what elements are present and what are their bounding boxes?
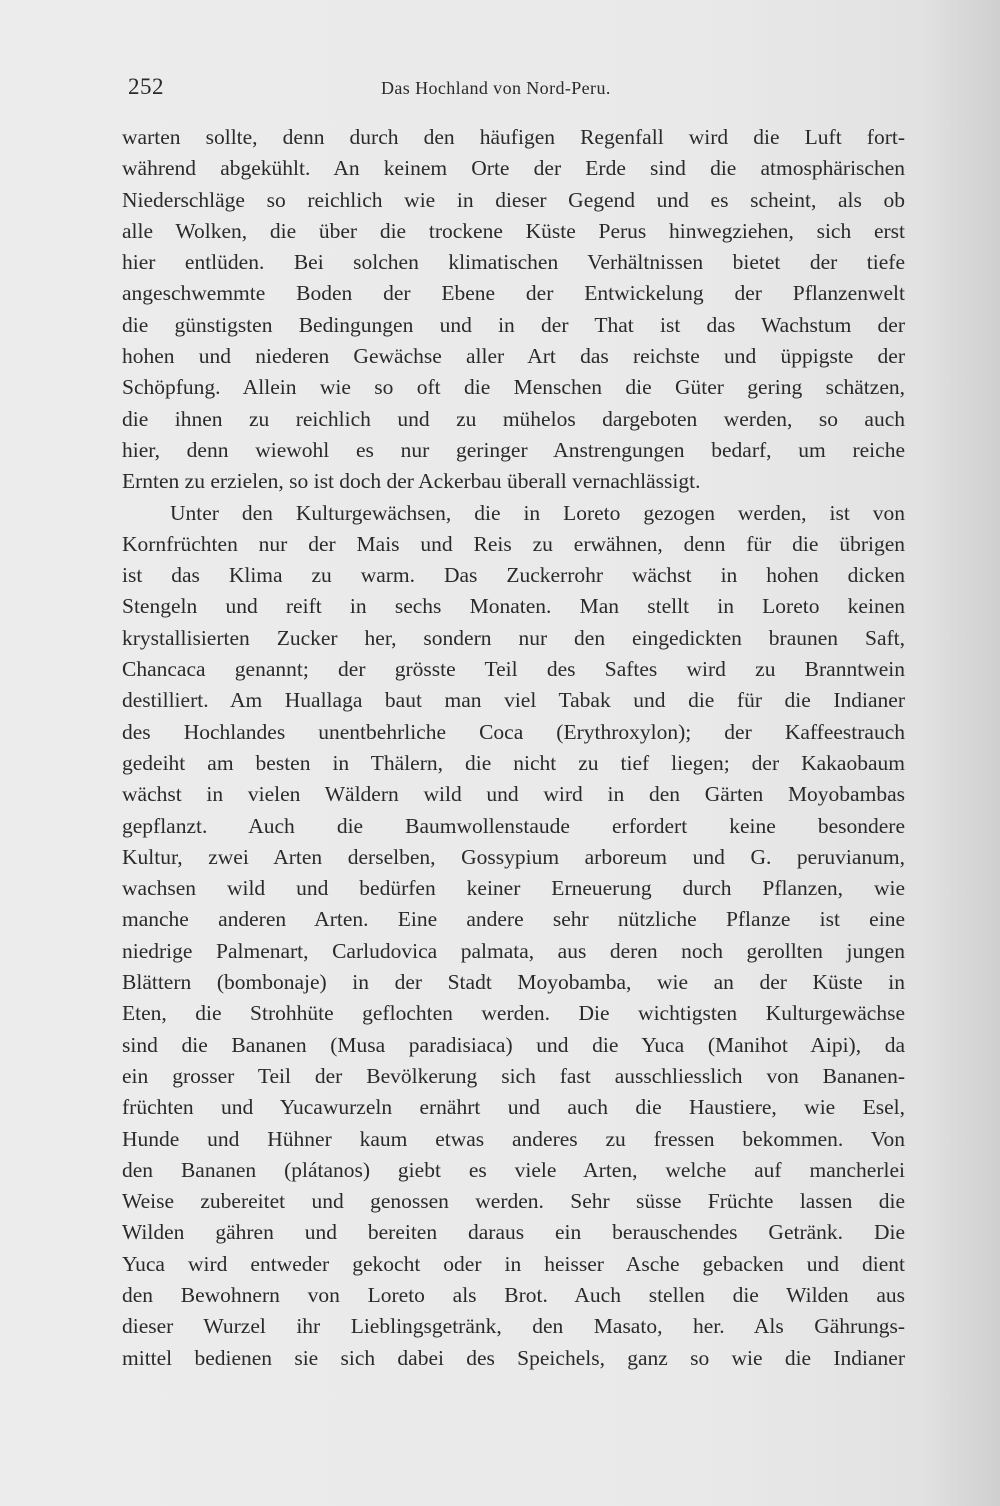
text-line: Weise zubereitet und genossen werden. Sehr süsse Früchte lassen die (122, 1189, 905, 1214)
page-header (128, 74, 903, 106)
text-line: Yuca wird entweder gekocht oder in heisser Asche gebacken und dient (122, 1251, 905, 1276)
text-line: Kornfrüchten nur der Mais und Reis zu erwähnen, denn für die übrigen (122, 531, 905, 556)
text-line: krystallisierten Zucker her, sondern nur den eingedickten braunen Saft, (122, 625, 905, 650)
text-line: alle Wolken, die über die trockene Küste Perus hinwegziehen, sich erst (122, 218, 905, 243)
text-line: Unter den Kulturgewächsen, die in Loreto gezogen werden, ist von (170, 500, 905, 525)
text-line: warten sollte, denn durch den häufigen Regenfall wird die Luft fort- (122, 125, 905, 149)
text-line: die ihnen zu reichlich und zu mühelos dargeboten werden, so auch (122, 406, 905, 431)
text-line: des Hochlandes unentbehrliche Coca (Erythroxylon); der Kaffeestrauch (122, 719, 905, 744)
text-line: Eten, die Strohhüte geflochten werden. Die wichtigsten Kulturgewächse (122, 1001, 905, 1026)
text-line: wachsen wild und bedürfen keiner Erneuerung durch Pflanzen, wie (122, 876, 905, 901)
text-line: hier entlüden. Bei solchen klimatischen Verhältnissen bietet der tiefe (122, 250, 905, 275)
text-line: destilliert. Am Huallaga baut man viel Tabak und die für die Indianer (122, 688, 905, 713)
text-line: ist das Klima zu warm. Das Zuckerrohr wächst in hohen dicken (122, 563, 905, 588)
body-text (122, 122, 905, 1374)
text-line: während abgekühlt. An keinem Orte der Erde sind die atmosphärischen (122, 156, 905, 181)
text-line: den Bewohnern von Loreto als Brot. Auch stellen die Wilden aus (122, 1282, 905, 1307)
text-line: hier, denn wiewohl es nur geringer Anstrengungen bedarf, um reiche (122, 437, 905, 462)
text-line: gepflanzt. Auch die Baumwollenstaude erfordert keine besondere (122, 813, 905, 838)
text-line: gedeiht am besten in Thälern, die nicht zu tief liegen; der Kakaobaum (122, 750, 905, 775)
paragraph (122, 122, 905, 498)
text-line: Schöpfung. Allein wie so oft die Menschen die Güter gering schätzen, (122, 375, 905, 400)
text-line: dieser Wurzel ihr Lieblingsgetränk, den Masato, her. Als Gährungs- (122, 1314, 905, 1339)
text-line: angeschwemmte Boden der Ebene der Entwickelung der Pflanzenwelt (122, 281, 905, 306)
text-line: manche anderen Arten. Eine andere sehr nützliche Pflanze ist eine (122, 907, 905, 932)
text-line: niedrige Palmenart, Carludovica palmata, aus deren noch gerollten jungen (122, 938, 905, 963)
text-line: Stengeln und reift in sechs Monaten. Man stellt in Loreto keinen (122, 594, 905, 619)
text-line: wächst in vielen Wäldern wild und wird in den Gärten Moyobambas (122, 782, 905, 807)
text-line: Chancaca genannt; der grösste Teil des Saftes wird zu Branntwein (122, 657, 905, 682)
text-line: mittel bedienen sie sich dabei des Speichels, ganz so wie die Indianer (122, 1345, 905, 1370)
text-line: Kultur, zwei Arten derselben, Gossypium arboreum und G. peruvianum, (122, 844, 905, 869)
text-line: früchten und Yucawurzeln ernährt und auch die Haustiere, wie Esel, (122, 1095, 905, 1120)
running-title: Das Hochland von Nord-Peru. (381, 78, 611, 98)
text-line: Wilden gähren und bereiten daraus ein berauschendes Getränk. Die (122, 1220, 905, 1245)
text-line: den Bananen (plátanos) giebt es viele Arten, welche auf mancherlei (122, 1157, 905, 1182)
text-line: hohen und niederen Gewächse aller Art das reichste und üppigste der (122, 344, 905, 369)
text-line: ein grosser Teil der Bevölkerung sich fast ausschliesslich von Bananen- (122, 1063, 905, 1088)
text-line: sind die Bananen (Musa paradisiaca) und die Yuca (Manihot Aipi), da (122, 1032, 905, 1057)
text-line: Hunde und Hühner kaum etwas anderes zu fressen bekommen. Von (122, 1126, 905, 1151)
text-line: Niederschläge so reichlich wie in dieser Gegend und es scheint, als ob (122, 187, 905, 212)
text-line: Ernten zu erzielen, so ist doch der Ackerbau überall vernachlässigt. (122, 469, 701, 494)
paragraph (122, 498, 905, 1374)
text-line: Blättern (bombonaje) in der Stadt Moyobamba, wie an der Küste in (122, 970, 905, 995)
page-number: 252 (128, 74, 164, 99)
text-line: die günstigsten Bedingungen und in der That ist das Wachstum der (122, 312, 905, 337)
